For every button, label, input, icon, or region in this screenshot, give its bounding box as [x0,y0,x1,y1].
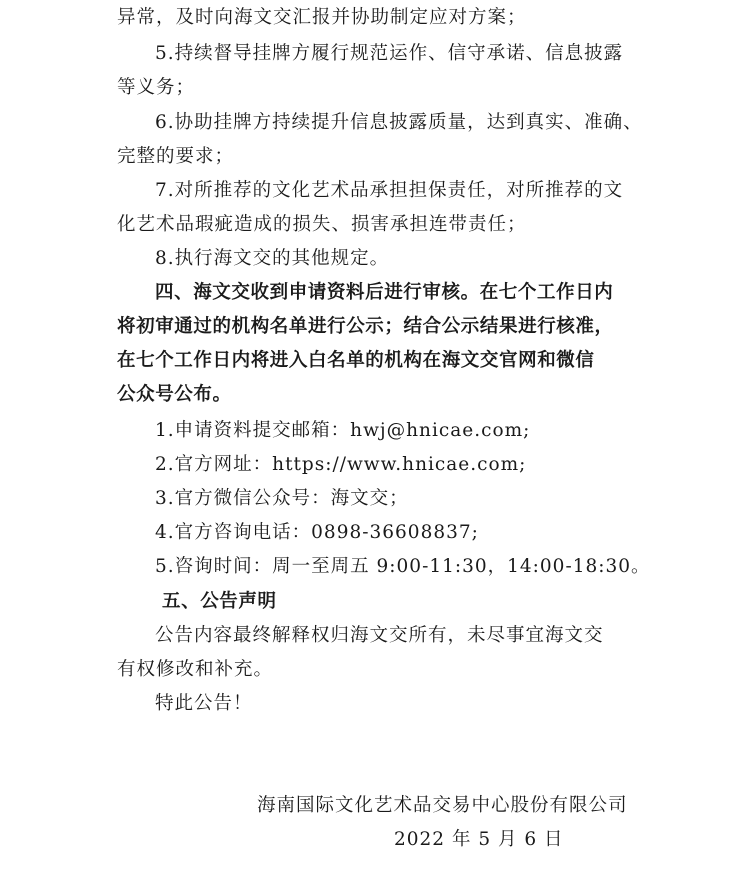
section5-body-line2: 有权修改和补充。 [117,659,274,680]
item7-line2: 化艺术品瑕疵造成的损失、损害承担连带责任； [117,214,527,235]
section5-body-line1: 公告内容最终解释权归海文交所有，未尽事宜海文交 [155,625,604,646]
section5-heading: 五、公告声明 [162,591,277,612]
contact-email: 1.申请资料提交邮箱：hwj@hnicae.com; [155,420,531,441]
item4-continuation: 异常，及时向海文交汇报并协助制定应对方案； [117,7,527,28]
item6-line1: 6.协助挂牌方持续提升信息披露质量，达到真实、准确、 [155,112,643,133]
signature-organization: 海南国际文化艺术品交易中心股份有限公司 [257,795,628,816]
contact-phone: 4.官方咨询电话：0898-36608837; [155,522,479,543]
item5-line2: 等义务； [117,77,196,98]
section4-heading-line3: 在七个工作日内将进入白名单的机构在海文交官网和微信 [117,350,595,371]
section4-heading-line2: 将初审通过的机构名单进行公示；结合公示结果进行核准， [117,316,614,337]
item7-line1: 7.对所推荐的文化艺术品承担担保责任，对所推荐的文 [155,180,624,201]
section4-heading-line1: 四、海文交收到申请资料后进行审核。在七个工作日内 [155,282,614,303]
item5-line1: 5.持续督导挂牌方履行规范运作、信守承诺、信息披露 [155,43,624,64]
section4-heading-line4: 公众号公布。 [117,384,232,405]
item6-line2: 完整的要求； [117,146,235,167]
contact-wechat: 3.官方微信公众号：海文交； [155,488,409,509]
contact-hours: 5.咨询时间：周一至周五 9:00-11:30，14:00-18:30。 [155,556,651,577]
closing-statement: 特此公告！ [155,693,253,714]
signature-date: 2022 年 5 月 6 日 [394,829,564,850]
item8: 8.执行海文交的其他规定。 [155,248,390,269]
contact-website: 2.官方网址：https://www.hnicae.com; [155,454,527,475]
